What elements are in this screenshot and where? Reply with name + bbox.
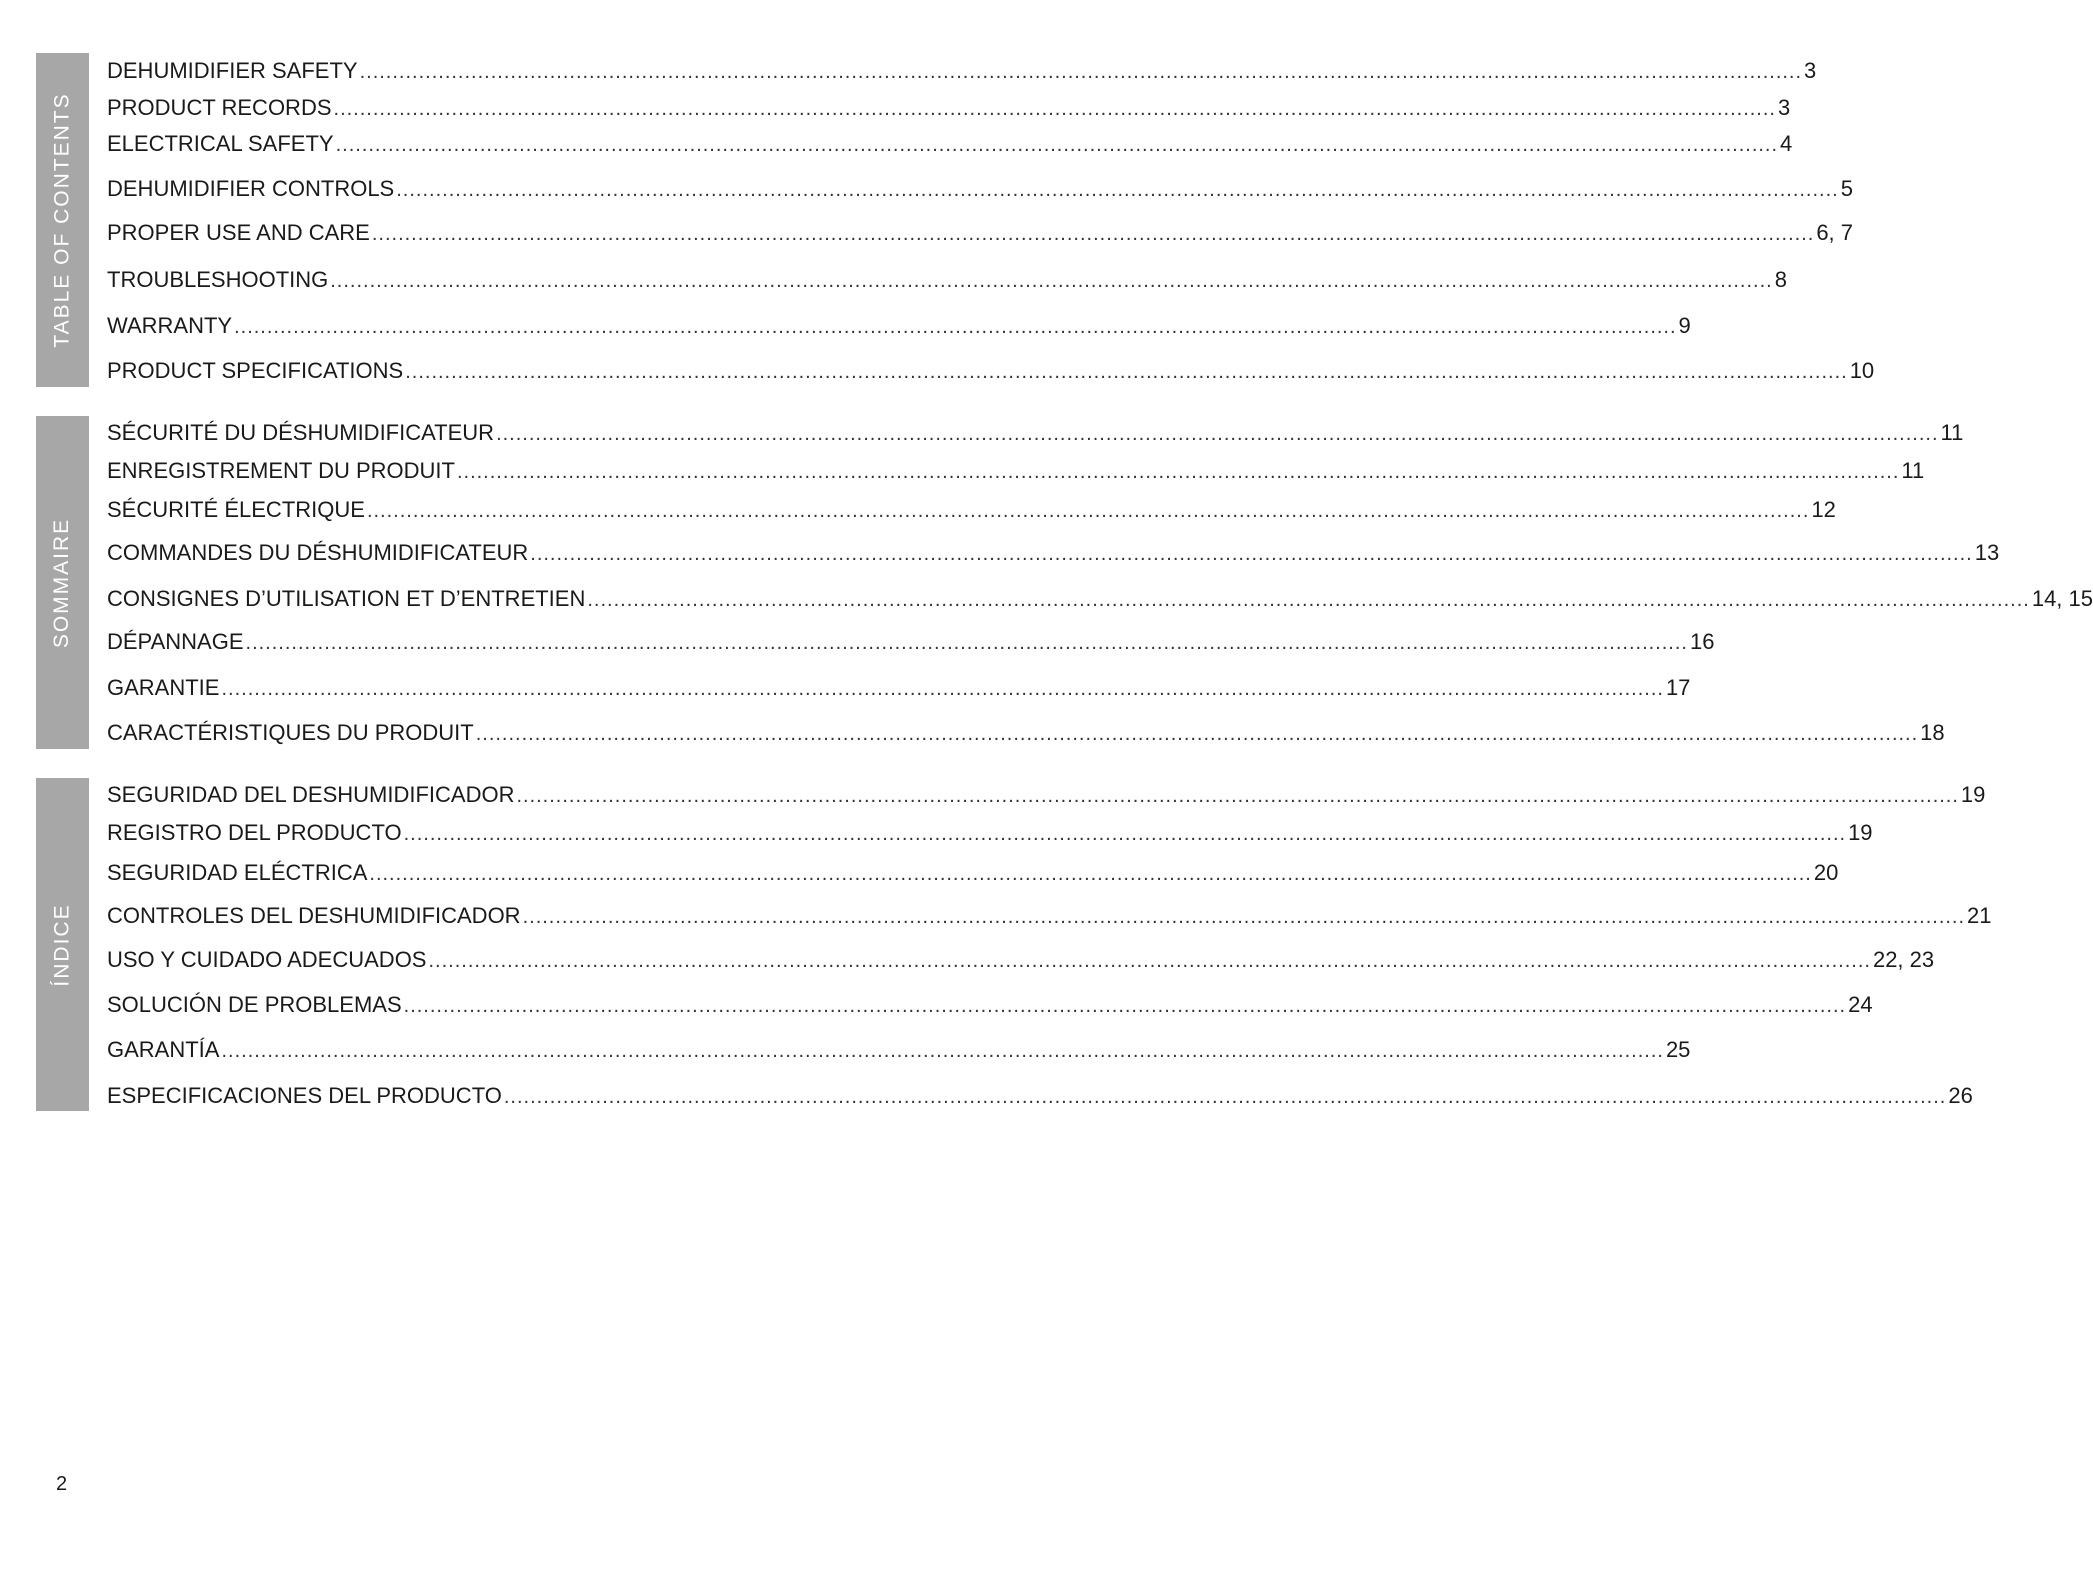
toc-entry-title: REGISTRO DEL PRODUCTO: [107, 820, 402, 845]
toc-entry[interactable]: [107, 818, 1873, 848]
toc-entry-page: 3: [1804, 58, 1817, 83]
toc-entry[interactable]: [107, 858, 1839, 888]
dot-leader: ............................................................................................................................................................................................................................: [522, 906, 1966, 928]
toc-entry-title: ESPECIFICACIONES DEL PRODUCTO: [107, 1083, 502, 1108]
toc-entry[interactable]: [107, 945, 1935, 975]
dot-leader: ............................................................................................................................................................................................................................: [428, 950, 1871, 972]
dot-leader: ............................................................................................................................................................................................................................: [369, 863, 1812, 885]
toc-entry[interactable]: [107, 495, 1836, 525]
toc-entry-title: DEHUMIDIFIER SAFETY: [107, 58, 358, 83]
toc-entry-title: PRODUCT RECORDS: [107, 95, 332, 120]
toc-entry-title: SOLUCIÓN DE PROBLEMAS: [107, 992, 402, 1017]
toc-entry[interactable]: [107, 990, 1873, 1020]
dot-leader: ............................................................................................................................................................................................................................: [221, 1040, 1664, 1062]
dot-leader: ............................................................................................................................................................................................................................: [530, 543, 1973, 565]
toc-entry-page: 3: [1777, 95, 1791, 120]
toc-entry[interactable]: [107, 1035, 1691, 1065]
toc-entry-title: CONSIGNES D’UTILISATION ET D’ENTRETIEN: [107, 586, 586, 611]
toc-entry-title: CARACTÉRISTIQUES DU PRODUIT: [107, 720, 474, 745]
toc-entry-page: 26: [1948, 1083, 1973, 1108]
toc-entry[interactable]: [107, 418, 1964, 448]
toc-entry[interactable]: [107, 311, 1691, 341]
toc-entry-title: SEGURIDAD ELÉCTRICA: [107, 860, 368, 885]
toc-entry-title: GARANTÍA: [107, 1037, 220, 1062]
side-tab-table-of-contents: [36, 53, 89, 387]
toc-entry[interactable]: [107, 901, 1992, 931]
toc-entry-title: COMMANDES DU DÉSHUMIDIFICATEUR: [107, 540, 529, 565]
toc-entry-title: PRODUCT SPECIFICATIONS: [107, 358, 404, 383]
toc-entry[interactable]: [107, 218, 1854, 248]
side-tab-label: TABLE OF CONTENTS: [50, 92, 74, 348]
toc-section-spanish: [36, 778, 1992, 1111]
toc-entry-page: 20: [1813, 860, 1839, 885]
toc-entry-page: 16: [1689, 629, 1715, 654]
toc-entry[interactable]: [107, 356, 1875, 386]
toc-entry-title: PROPER USE AND CARE: [107, 220, 370, 245]
toc-entry[interactable]: [107, 56, 1817, 86]
toc-entry-page: 13: [1974, 540, 2000, 565]
dot-leader: ............................................................................................................................................................................................................................: [403, 995, 1847, 1017]
dot-leader: ............................................................................................................................................................................................................................: [234, 316, 1677, 338]
toc-entry-title: DÉPANNAGE: [107, 629, 244, 654]
toc-entry-title: USO Y CUIDADO ADECUADOS: [107, 947, 427, 972]
toc-entry-title: DEHUMIDIFIER CONTROLS: [107, 176, 395, 201]
dot-leader: ............................................................................................................................................................................................................................: [403, 823, 1847, 845]
toc-entry-page: 11: [1901, 458, 1925, 483]
toc-entry[interactable]: [107, 780, 1986, 810]
toc-entry-page: 9: [1678, 313, 1691, 338]
toc-section-french: [36, 416, 2093, 749]
dot-leader: ............................................................................................................................................................................................................................: [456, 461, 1900, 483]
toc-entry-page: 17: [1665, 675, 1691, 700]
toc-entry[interactable]: [107, 265, 1787, 295]
dot-leader: ............................................................................................................................................................................................................................: [405, 361, 1848, 383]
toc-entry-page: 19: [1960, 782, 1986, 807]
toc-entry[interactable]: [107, 627, 1715, 657]
dot-leader: ............................................................................................................................................................................................................................: [496, 423, 1939, 445]
toc-entry[interactable]: [107, 456, 1925, 486]
toc-entry[interactable]: [107, 129, 1793, 159]
side-tab-label: ÍNDICE: [50, 902, 74, 987]
toc-entry[interactable]: [107, 538, 2000, 568]
toc-entry-title: GARANTIE: [107, 675, 220, 700]
dot-leader: ............................................................................................................................................................................................................................: [333, 98, 1776, 120]
dot-leader: ............................................................................................................................................................................................................................: [221, 678, 1664, 700]
dot-leader: ............................................................................................................................................................................................................................: [396, 179, 1839, 201]
toc-entry-title: WARRANTY: [107, 313, 233, 338]
toc-entry[interactable]: [107, 1081, 1973, 1111]
toc-entry-title: SÉCURITÉ ÉLECTRIQUE: [107, 497, 365, 522]
dot-leader: ............................................................................................................................................................................................................................: [475, 723, 1919, 745]
toc-entry-title: SEGURIDAD DEL DESHUMIDIFICADOR: [107, 782, 515, 807]
toc-entry-page: 8: [1774, 267, 1787, 292]
toc-entry-page: 25: [1665, 1037, 1691, 1062]
dot-leader: ............................................................................................................................................................................................................................: [503, 1086, 1947, 1108]
dot-leader: ............................................................................................................................................................................................................................: [371, 223, 1815, 245]
toc-entry-page: 11: [1940, 420, 1964, 445]
toc-section-english: [36, 53, 1875, 387]
toc-entry-title: ELECTRICAL SAFETY: [107, 131, 334, 156]
toc-entry-title: ENREGISTREMENT DU PRODUIT: [107, 458, 455, 483]
side-tab-sommaire: [36, 416, 89, 749]
toc-entry[interactable]: [107, 93, 1791, 123]
dot-leader: ............................................................................................................................................................................................................................: [245, 632, 1688, 654]
dot-leader: ............................................................................................................................................................................................................................: [335, 134, 1779, 156]
side-tab-indice: [36, 778, 89, 1111]
toc-entry-page: 18: [1920, 720, 1945, 745]
dot-leader: ............................................................................................................................................................................................................................: [359, 61, 1803, 83]
toc-entry[interactable]: [107, 174, 1853, 204]
dot-leader: ............................................................................................................................................................................................................................: [587, 589, 2030, 611]
page-number: 2: [56, 1473, 68, 1495]
toc-entry-page: 19: [1848, 820, 1873, 845]
side-tab-label: SOMMAIRE: [50, 517, 74, 648]
toc-entry-page: 14, 15: [2031, 586, 2093, 611]
toc-entry-title: CONTROLES DEL DESHUMIDIFICADOR: [107, 903, 521, 928]
toc-entry-page: 10: [1849, 358, 1875, 383]
toc-entry[interactable]: [107, 673, 1691, 703]
toc-entry-title: SÉCURITÉ DU DÉSHUMIDIFICATEUR: [107, 420, 495, 445]
toc-entry-page: 24: [1848, 992, 1873, 1017]
toc-entry[interactable]: [107, 584, 2093, 614]
toc-entry-page: 6, 7: [1816, 220, 1854, 245]
toc-entry-page: 4: [1780, 131, 1793, 156]
toc-entry-page: 21: [1967, 903, 1992, 928]
dot-leader: ............................................................................................................................................................................................................................: [516, 785, 1959, 807]
toc-entry-page: 22, 23: [1872, 947, 1935, 972]
toc-entry-page: 12: [1811, 497, 1836, 522]
toc-entry-title: TROUBLESHOOTING: [107, 267, 329, 292]
dot-leader: ............................................................................................................................................................................................................................: [366, 500, 1810, 522]
toc-entry[interactable]: [107, 718, 1945, 748]
toc-entry-page: 5: [1840, 176, 1853, 201]
dot-leader: ............................................................................................................................................................................................................................: [330, 270, 1773, 292]
